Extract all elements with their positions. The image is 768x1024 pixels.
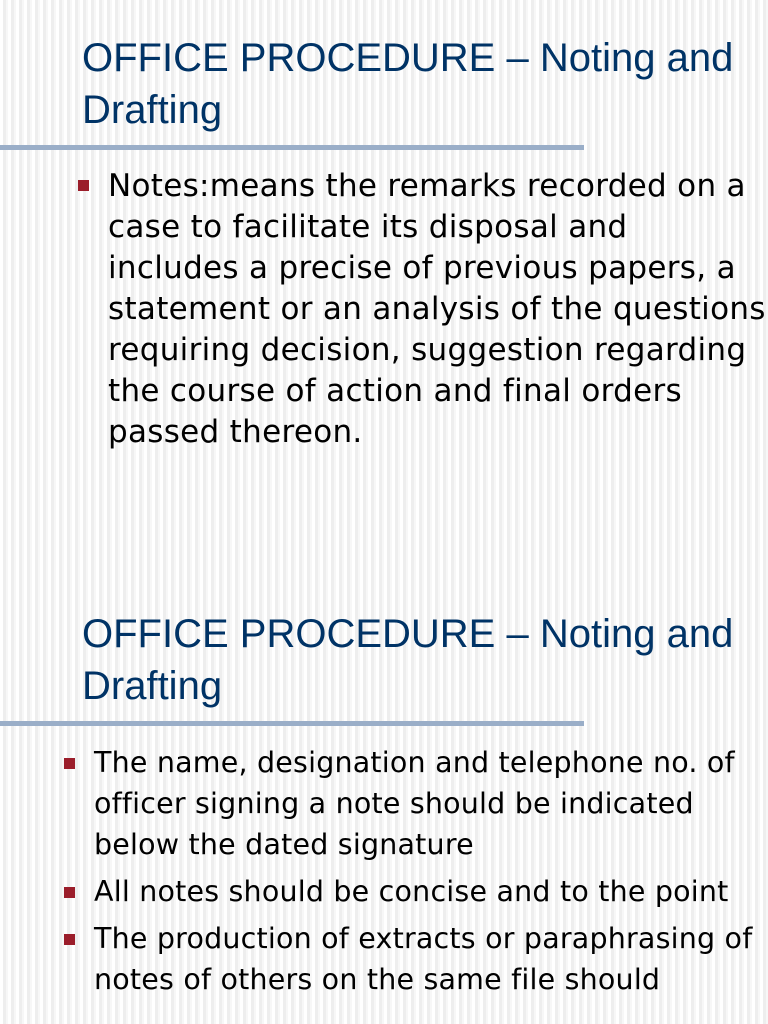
bullet-text: All notes should be concise and to the point <box>94 875 729 908</box>
bullet-item <box>78 166 768 453</box>
slide-title: OFFICE PROCEDURE – Noting and Drafting <box>82 612 734 708</box>
bullet-text: Notes:means the remarks recorded on a case to facilitate its disposal and includes a precise of previous papers, a statement or an analysis of the questions requiring decision, suggestion regarding the course of action and final orders passed thereon. <box>108 168 766 450</box>
title-divider <box>0 721 584 726</box>
bullet-text: The name, designation and telephone no. of officer signing a note should be indicated below the dated signature <box>94 746 735 861</box>
square-bullet-icon <box>64 758 75 769</box>
slide-2 <box>0 576 768 1024</box>
square-bullet-icon <box>64 934 75 945</box>
bullet-list <box>78 166 768 459</box>
bullet-text: The production of extracts or paraphrasing of notes of others on the same file should <box>94 922 753 996</box>
title-divider <box>0 145 584 150</box>
square-bullet-icon <box>78 180 89 191</box>
bullet-item <box>64 871 764 912</box>
slide-title: OFFICE PROCEDURE – Noting and Drafting <box>82 36 734 132</box>
bullet-item <box>64 918 764 1000</box>
bullet-item <box>64 742 764 865</box>
bullet-list <box>64 742 764 1006</box>
square-bullet-icon <box>64 887 75 898</box>
